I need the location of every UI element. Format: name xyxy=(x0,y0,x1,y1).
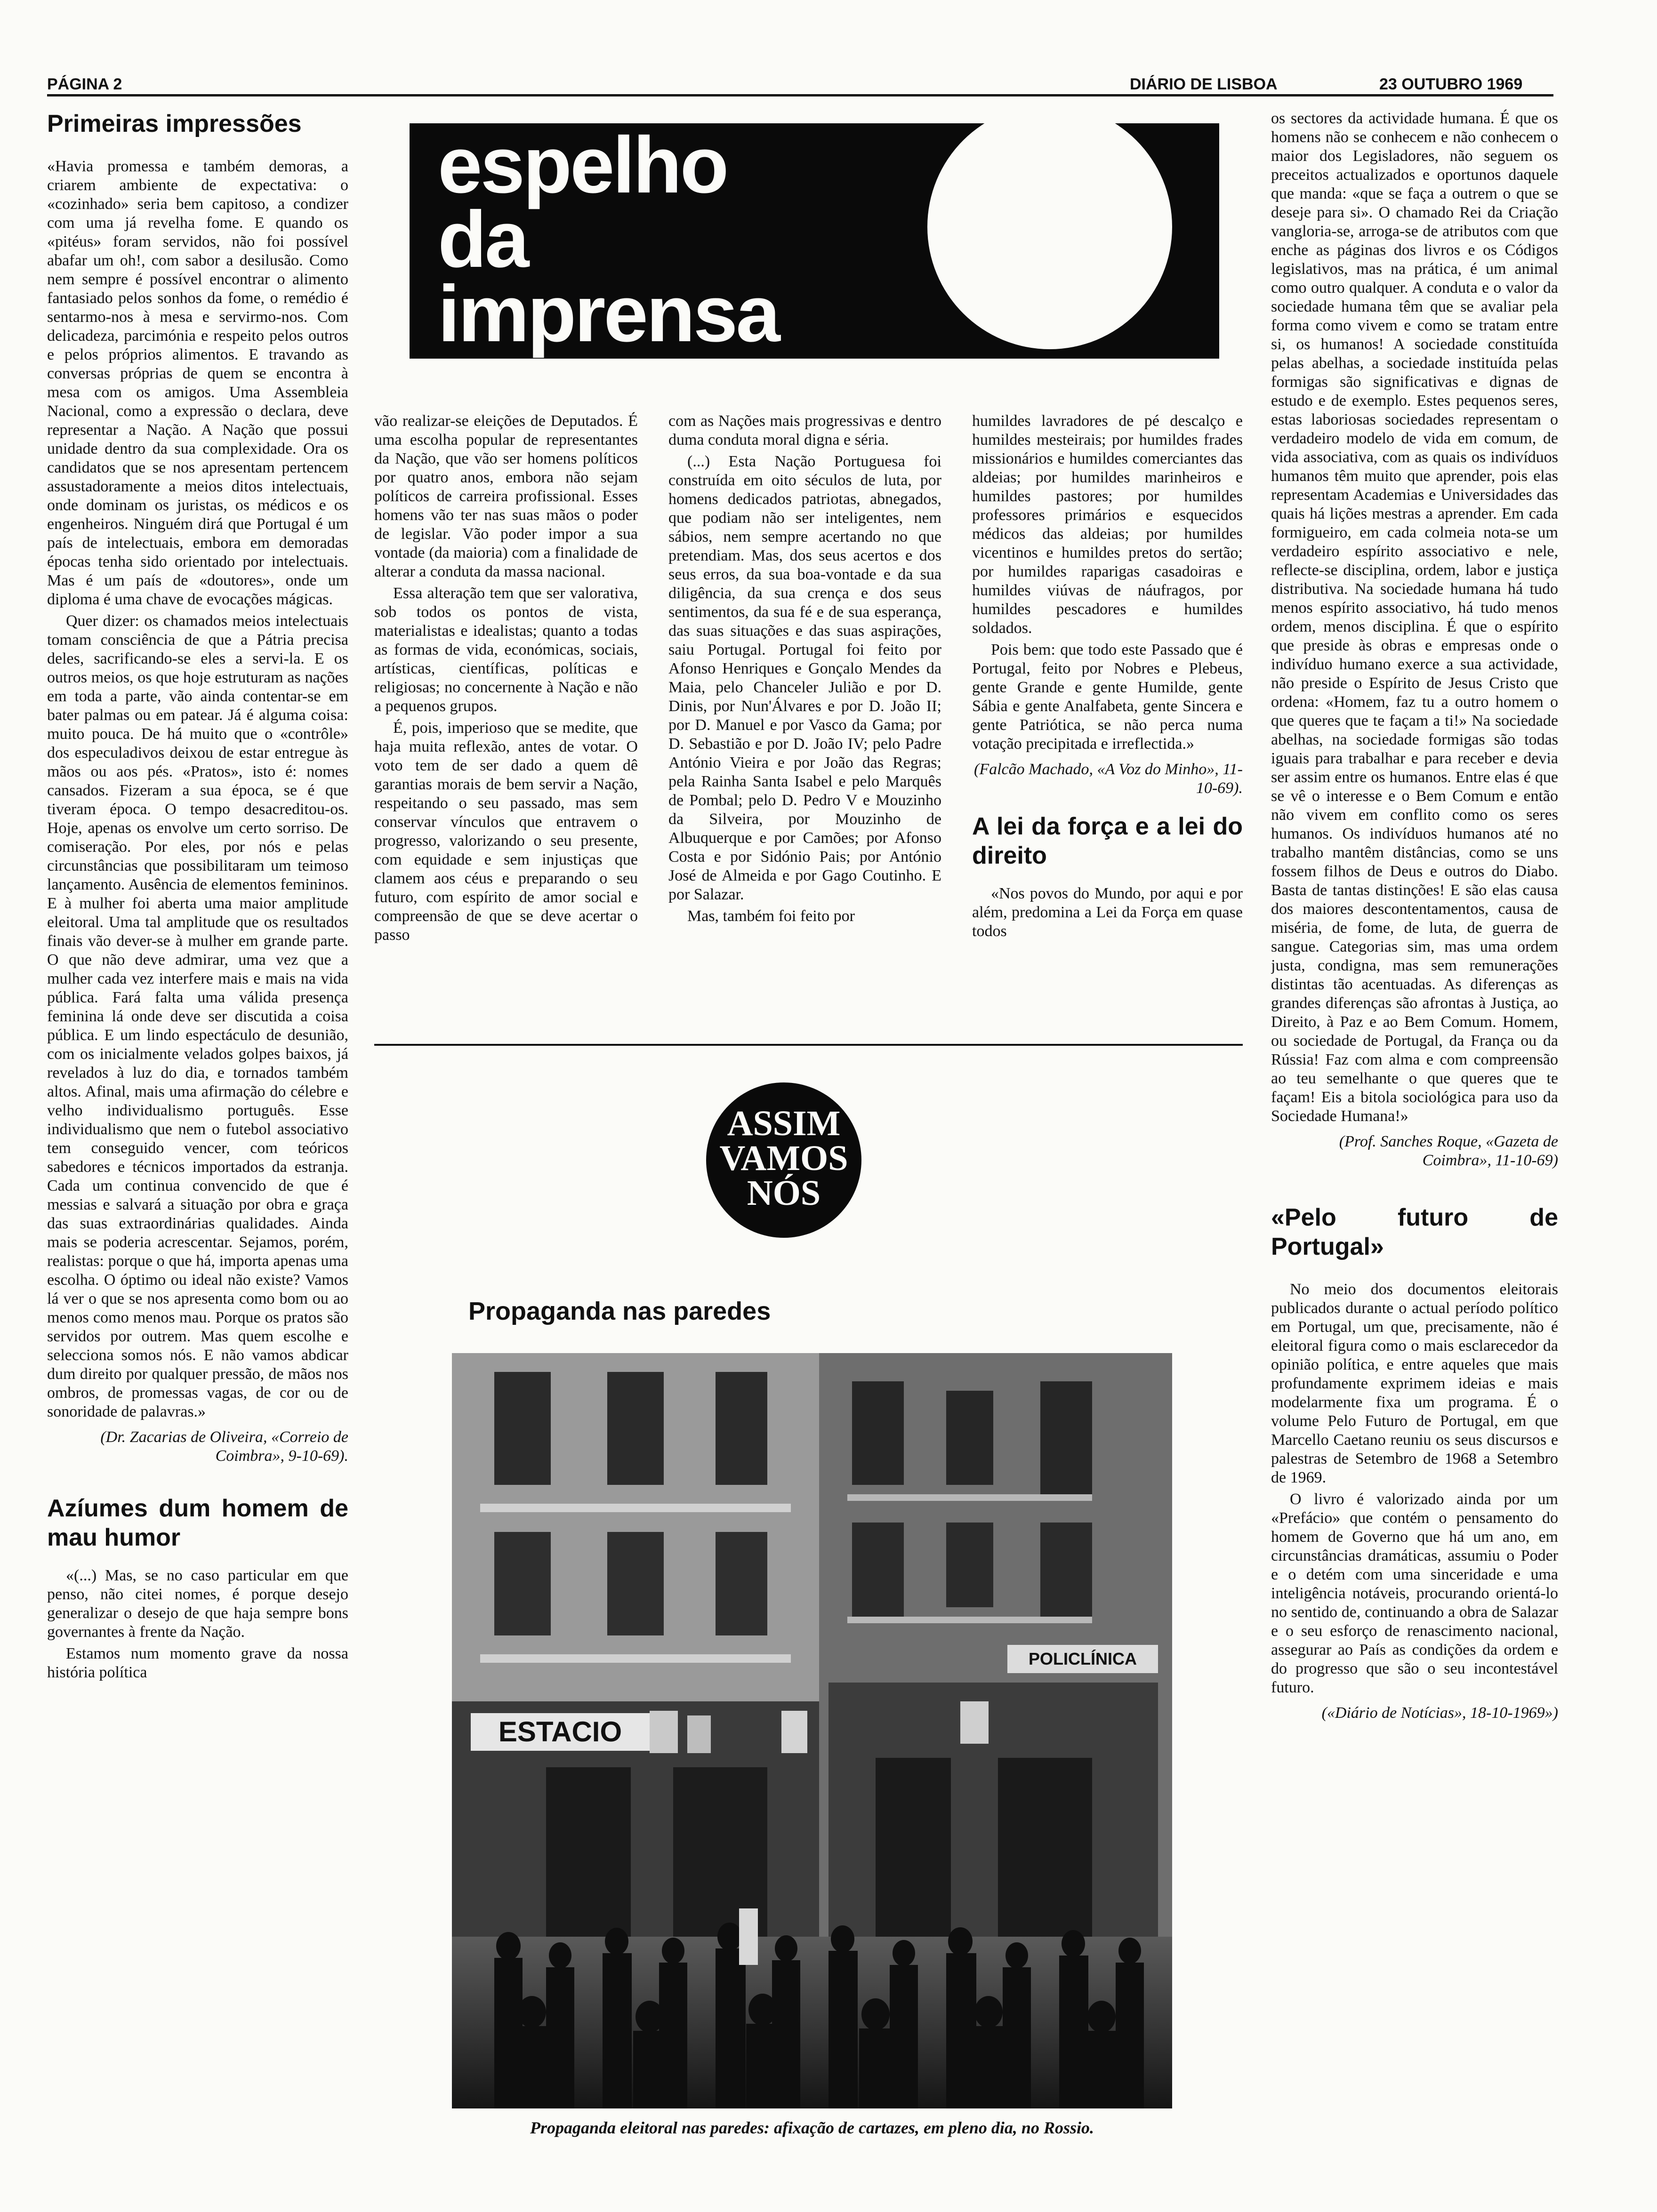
article-source: («Diário de Notícias», 18-10-1969») xyxy=(1321,1704,1558,1722)
article-paragraph: Pois bem: que todo este Passado que é Portugal, feito por Nobres e Plebeus, gente Grande e gente Humilde, gente Sábia e gente Analfabeta, gente Sincera e gente Patriótica, se não perca numa votação precipitada e irreflectida.» xyxy=(972,641,1243,753)
poster-worker-figure xyxy=(739,1908,758,1965)
article-heading-lei-da-forca: A lei da força e a lei do direito xyxy=(972,813,1243,869)
article-source: (Falcão Machado, «A Voz do Minho», 11-10-69). xyxy=(974,761,1243,797)
article-paragraph: «Nos povos do Mundo, por aqui e por além, predomina a Lei da Força em quase todos xyxy=(972,885,1243,940)
article-paragraph: Essa alteração tem que ser valorativa, sob todos os pontos de vista, materialistas e idealistas; quanto a todas as formas de vida, económicas, sociais, artísticas, científicas, políticas e religiosas; no concernente à Nação e não a pequenos grupos. xyxy=(374,585,638,715)
column-5 xyxy=(1271,109,1558,2161)
article-paragraph: com as Nações mais progressivas e dentro duma conduta moral digna e séria. xyxy=(668,412,941,449)
article-heading-aziumes: Azíumes dum homem de mau humor xyxy=(47,1495,348,1551)
article-paragraph: É, pois, imperioso que se medite, que haja muita reflexão, antes de votar. O voto tem de ser dado a quem dê garantias morais de bem servir a Nação, respeitando o seu passado, mas sem conservar vínculos que entravem o progresso, valorizando o seu presente, com equidade e sem injustiças que clamem aos céus e preparando o seu futuro, com espírito de amor social e compreensão de que se deve acertar o passo xyxy=(374,719,638,944)
article-source: (Prof. Sanches Roque, «Gazeta de Coimbra», 11-10-69) xyxy=(1339,1133,1558,1169)
banner-circle xyxy=(927,123,1172,349)
article-paragraph: No meio dos documentos eleitorais publicados durante o actual período político em Portugal, um que, precisamente, não é eleitoral figura como o mais esclarecedor da opinião política, e entre aqueles que mais profundamente exprimem ideias e mais modelarmente fixa um programa. É o volume Pelo Futuro de Portugal, em que Marcello Caetano reuniu os seus discursos e palestras de Setembro de 1968 a Setembro de 1969. xyxy=(1271,1281,1558,1486)
article-paragraph: O livro é valorizado ainda por um «Prefácio» que contém o pensamento do homem de Governo que há um ano, em circunstâncias dramáticas, assumiu o Poder e o detém com uma sinceridade e uma inteligência notáveis, procurando orientá-lo no sentido de, continuando a obra de Salazar e o seu esforço de renascimento nacional, assegurar ao País as condições da ordem e do progresso que são o seu incontestável futuro. xyxy=(1271,1491,1558,1696)
badge-line-3: NÓS xyxy=(747,1173,821,1213)
article-source: (Dr. Zacarias de Oliveira, «Correio de Coimbra», 9-10-69). xyxy=(100,1428,348,1465)
section-banner xyxy=(410,123,1219,359)
issue-date: 23 OUTUBRO 1969 xyxy=(1379,75,1523,93)
column-1 xyxy=(47,109,348,2161)
shop-sign-policlinica: POLICLÍNICA xyxy=(1007,1645,1158,1673)
shop-sign-estacio: ESTACIO xyxy=(471,1713,650,1751)
photo-caption: Propaganda eleitoral nas paredes: afixação de cartazes, em pleno dia, no Rossio. xyxy=(530,2118,1094,2137)
banner-line-3: imprensa xyxy=(438,269,779,359)
banner-line-1: espelho xyxy=(438,123,727,210)
banner-line-2: da xyxy=(438,195,528,284)
article-heading-primeiras-impressoes: Primeiras impressões xyxy=(47,110,302,137)
badge-line-1: ASSIM xyxy=(727,1104,841,1143)
newspaper-name: DIÁRIO DE LISBOA xyxy=(1130,75,1278,93)
street-photograph xyxy=(452,1353,1172,2108)
assim-vamos-nos-badge xyxy=(706,1082,861,1238)
article-heading-pelo-futuro: «Pelo futuro de Portugal» xyxy=(1271,1204,1558,1260)
badge-line-2: VAMOS xyxy=(719,1138,848,1178)
article-paragraph: os sectores da actividade humana. É que os homens não se conhecem e não conhecem o maior dos Legisladores, não seguem os preceitos actualizados e oportunos daquele que manda: «que se faça a outrem o que se deseje para si». O chamado Rei da Criação vangloria-se, arroga-se de atributos com que enche as páginas dos livros e os Códigos legislativos, mas na prática, é um animal como outro qualquer. A conduta e o valor da sociedade humana têm que se avaliar pela forma como vivem e como se tratam entre si, os humanos! A sociedade constituída pelas abelhas, a sociedade instituída pelas formigas são significativas e dignas de estudo e de exemplo. Estes pequenos seres, estas laboriosas sociedades representam o verdadeiro modelo de vida em comum, de vida associativa, com as quais os indivíduos humanos têm muito que aprender, pois elas representam Academias e Universidades das quais há lições mestras a aprender. Em cada formigueiro, em cada colmeia nota-se um verdadeiro espírito associativo e nele, reflecte-se disciplina, ordem, labor e justiça distributiva. Na sociedade humana há tudo menos espírito associativo, há tudo menos ordem, menos disciplina. É que o espírito que preside às obras e empresas onde o indivíduo humano exerce a sua actividade, não preside o Espírito de Jesus Cristo que ordena: «Homem, faz tu a outro homem o que queres que te façam a ti!» Na sociedade abelhas, na sociedade formigas são todas iguais para trabalhar e para receber e devia ser assim entre os humanos. Entre elas é que se vê o interesse e o Bem Comum e então não vivem em conflito como os seres humanos. Os indivíduos humanos até no trabalho mantêm distâncias, como se uns fossem filhos de Deus e outros do Diabo. Basta de tantas distinções! E são elas causa dos maiores descontentamentos, causa de miséria, de fome, de luta, de guerra de sangue. Categorias sim, mas uma ordem justa, condigna, mas sem remunerações distintas tão acentuadas. As diferenças as grandes diferenças são afrontas à Justiça, ao Direito, à Paz e ao Bem Comum. Homem, ou sociedade de Portugal, da França ou da Rússia! Faz com alma e com compreensão ao teu semelhante o que queres que te façam! Eis a bitola sociológica para uso da Sociedade Humana!» xyxy=(1271,110,1558,1125)
article-paragraph: vão realizar-se eleições de Deputados. É uma escolha popular de representantes da Nação, que vão ser homens políticos por quatro anos, embora não sejam políticos de carreira profissional. Esses homens vão ter nas suas mãos o poder de legislar. Vão poder impor a sua vontade (da maioria) com a finalidade de alterar a conduta da massa nacional. xyxy=(374,412,638,580)
header-rule xyxy=(47,94,1553,96)
section-rule xyxy=(374,1044,1243,1046)
article-paragraph: (...) Esta Nação Portuguesa foi construída em oito séculos de luta, por homens dedicados patriotas, abnegados, que podiam não ser inteligentes, nem sábios, nem sempre acertando no que pretendiam. Mas, dos seus acertos e dos seus erros, da sua boa-vontade e da sua diligência, da sua crença e dos seus sentimentos, da sua fé e de sua esperança, das suas situações e das suas aspirações, saiu Portugal. Portugal foi feito por Afonso Henriques e Gonçalo Mendes da Maia, pelo Chanceler Julião e por D. Dinis, por Nun'Álvares e por D. João II; por D. Manuel e por Vasco da Gama; por D. Sebastião e por D. João IV; pelo Padre António Vieira e por João das Regras; pela Rainha Santa Isabel e pelo Marquês de Pombal; pelo D. Pedro V e Mouzinho da Silveira, por Mouzinho de Albuquerque e por Camões; por Afonso Costa e por Sidónio Pais; por António José de Almeida e por Gago Coutinho. E por Salazar. xyxy=(668,453,941,903)
article-paragraph: humildes lavradores de pé descalço e humildes mesteirais; por humildes frades missionários e humildes comerciantes das aldeias; por humildes marinheiros e humildes pastores; por humildes professores primários e esquecidos médicos das aldeias; por humildes vicentinos e humildes pretos do sertão; por humildes raparigas casadoiras e humildes viúvas de náufragos, por humildes pescadores e humildes soldados. xyxy=(972,412,1243,637)
article-paragraph: Mas, também foi feito por xyxy=(687,907,855,925)
column-2 xyxy=(374,412,638,995)
photo-heading: Propaganda nas paredes xyxy=(468,1297,771,1325)
article-paragraph: «(...) Mas, se no caso particular em que penso, não citei nomes, é porque desejo generalizar o desejo de que haja sempre bons governantes à frente da Nação. xyxy=(47,1567,348,1641)
article-paragraph: Estamos num momento grave da nossa história política xyxy=(47,1645,348,1681)
article-paragraph: «Havia promessa e também demoras, a criarem ambiente de expectativa: o «cozinhado» seria bem capitoso, a condizer com uma já revelha fome. E quando os «pitéus» foram servidos, não foi possível abafar um oh!, com sabor a desilusão. Como nem sempre é possível encontrar o alimento fantasiado pelos sonhos da fome, o remédio é sentarmo-nos à mesa e servirmo-nos. Com delicadeza, parcimónia e respeito pelos outros e pelos próprios alimentos. E travando as conversas próprias de quem se encontra à mesa com os amigos. Uma Assembleia Nacional, como a expressão o declara, deve representar a Nação. A Nação que possui unidade dentro da sua complexidade. Ora os candidatos que se nos apresentam pertencem assustadoramente a meios ditos intelectuais, onde dominam os juristas, os médicos e os engenheiros. Ninguém dirá que Portugal é um país de intelectuais, embora em demoradas épocas tenha sido orientado por intelectuais. Mas é um país de «doutores», onde um diploma é uma chave de evocações mágicas. xyxy=(47,158,348,608)
page-number: PÁGINA 2 xyxy=(47,75,122,93)
column-3 xyxy=(668,412,941,995)
article-paragraph: Quer dizer: os chamados meios intelectuais tomam consciência de que a Pátria precisa deles, sacrificando-se eles a servi-la. E os outros meios, os que hoje estruturam as nações em toda a parte, vão ainda contentar-se em bater palmas ou em patear. Já é alguma coisa: muito pouca. De há muito que o «contrôle» dos especuladivos deixou de estar entregue às mãos ou aos pés. «Pratos», isto é: nomes cansados. Fizeram a sua época, se é que tiveram época. O tempo desacreditou-os. Hoje, apenas os envolve um certo sorriso. De comiseração. Por eles, por nós e pelas circunstâncias que possibilitaram um teimoso lançamento. Ausência de elementos femininos. E à mulher foi aberta uma maior amplitude eleitoral. Uma tal amplitude que os resultados finais vão dever-se à mulher em grande parte. O que não deve admirar, uma vez que a mulher cada vez interfere mais e mais na vida pública. Fará falta uma válida presença feminina lá onde deve ser discutida a coisa pública. E um lindo espectáculo de desunião, com os inicialmente velados golpes baixos, já revelados à luz do dia, e tornados também altos. Afinal, mais uma afirmação do célebre e velho individualismo português. Esse individualismo que nem o futebol associativo tem conseguido vencer, com teóricos sabedores e técnicos importados da estranja. Cada um continua convencido de que é messias e salvará a situação por obra e graça das suas extraordinárias qualidades. Ainda mais se poderia acrescentar. Sejamos, porém, realistas: porque o que há, importa apenas uma escolha. O óptimo ou ideal não existe? Vamos lá ver o que se nos apresenta como bom ou ao menos como menos mau. Porque os pratos são servidos por outrem. Mas quem escolhe e selecciona somos nós. E não vamos abdicar dum direito por qualquer pressão, de mãos nos ombros, de promessas vagas, de cor ou de sonoridade de palavras.» xyxy=(47,612,348,1420)
column-4 xyxy=(972,412,1243,995)
